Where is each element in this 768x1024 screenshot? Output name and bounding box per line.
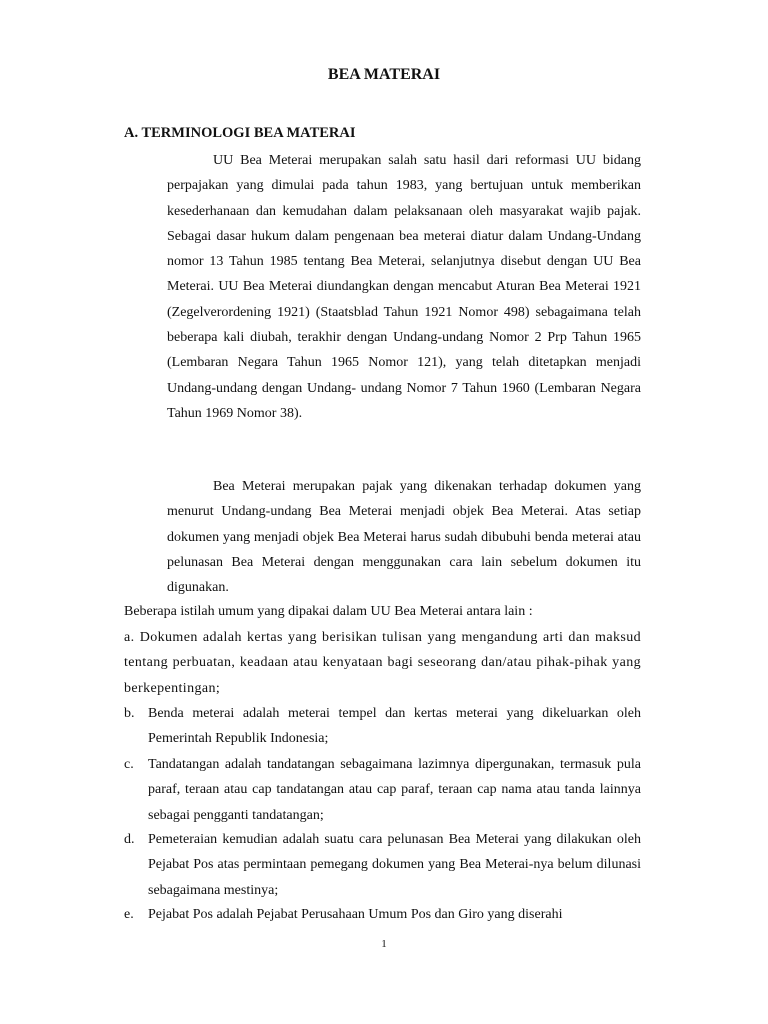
paragraph-2: Bea Meterai merupakan pajak yang dikenakan terhadap dokumen yang menurut Undang-undang Bea Meterai menjadi objek Bea Meterai. Atas setiap dokumen yang menjadi objek Bea Meterai harus sudah dibubuhi benda meterai atau pelunasan Bea Meterai dengan menggunakan cara lain sebelum dokumen itu digunakan. xyxy=(167,479,641,596)
list-intro: Beberapa istilah umum yang dipakai dalam UU Bea Meterai antara lain : xyxy=(124,604,533,619)
page-title: BEA MATERAI xyxy=(327,66,441,83)
list-item-text: Benda meterai adalah meterai tempel dan kertas meterai yang dikeluarkan oleh Pemerintah Republik Indonesia; xyxy=(148,706,641,747)
list-item-c xyxy=(124,752,641,828)
paragraph-1: UU Bea Meterai merupakan salah satu hasil dari reformasi UU bidang perpajakan yang dimulai pada tahun 1983, yang bertujuan untuk memberikan kesederhanaan dan kemudahan dalam pelaksanaan oleh masyarakat wajib pajak. Sebagai dasar hukum dalam pengenaan bea meterai diatur dalam Undang-Undang nomor 13 Tahun 1985 tentang Bea Meterai, selanjutnya disebut dengan UU Bea Meterai. UU Bea Meterai diundangkan dengan mencabut Aturan Bea Meterai 1921 (Zegelverordening 1921) (Staatsblad Tahun 1921 Nomor 498) sebagaimana telah beberapa kali diubah, terakhir dengan Undang-undang Nomor 2 Prp Tahun 1965 (Lembaran Negara Tahun 1965 Nomor 121), yang telah ditetapkan menjadi Undang-undang dengan Undang- undang Nomor 7 Tahun 1960 (Lembaran Negara Tahun 1969 Nomor 38). xyxy=(167,153,641,421)
list-item-text: Tandatangan adalah tandatangan sebagaimana lazimnya dipergunakan, termasuk pula paraf, teraan atau cap tandatangan atau cap paraf, teraan cap nama atau tanda lainnya sebagai pengganti tandatangan; xyxy=(148,757,641,823)
list-item-label: d. xyxy=(124,832,135,847)
list-item-label: c. xyxy=(124,757,134,772)
list-item-a: a. Dokumen adalah kertas yang berisikan tulisan yang mengandung arti dan maksud tentang perbuatan, keadaan atau kenyataan bagi seseorang dan/atau pihak-pihak yang berkepentingan; xyxy=(124,630,641,696)
list-item-e xyxy=(124,902,641,927)
section-heading: A. TERMINOLOGI BEA MATERAI xyxy=(124,125,356,141)
page-number: 1 xyxy=(381,938,387,950)
list-item-label: b. xyxy=(124,706,135,721)
list-item-text: Pejabat Pos adalah Pejabat Perusahaan Umum Pos dan Giro yang diserahi xyxy=(148,907,563,922)
list-item-b xyxy=(124,701,641,752)
list-item-label: e. xyxy=(124,907,134,922)
list-item-d xyxy=(124,827,641,903)
list-item-text: Pemeteraian kemudian adalah suatu cara pelunasan Bea Meterai yang dilakukan oleh Pejabat Pos atas permintaan pemegang dokumen yang Bea Meterai-nya belum dilunasi sebagaimana mestinya; xyxy=(148,832,641,898)
